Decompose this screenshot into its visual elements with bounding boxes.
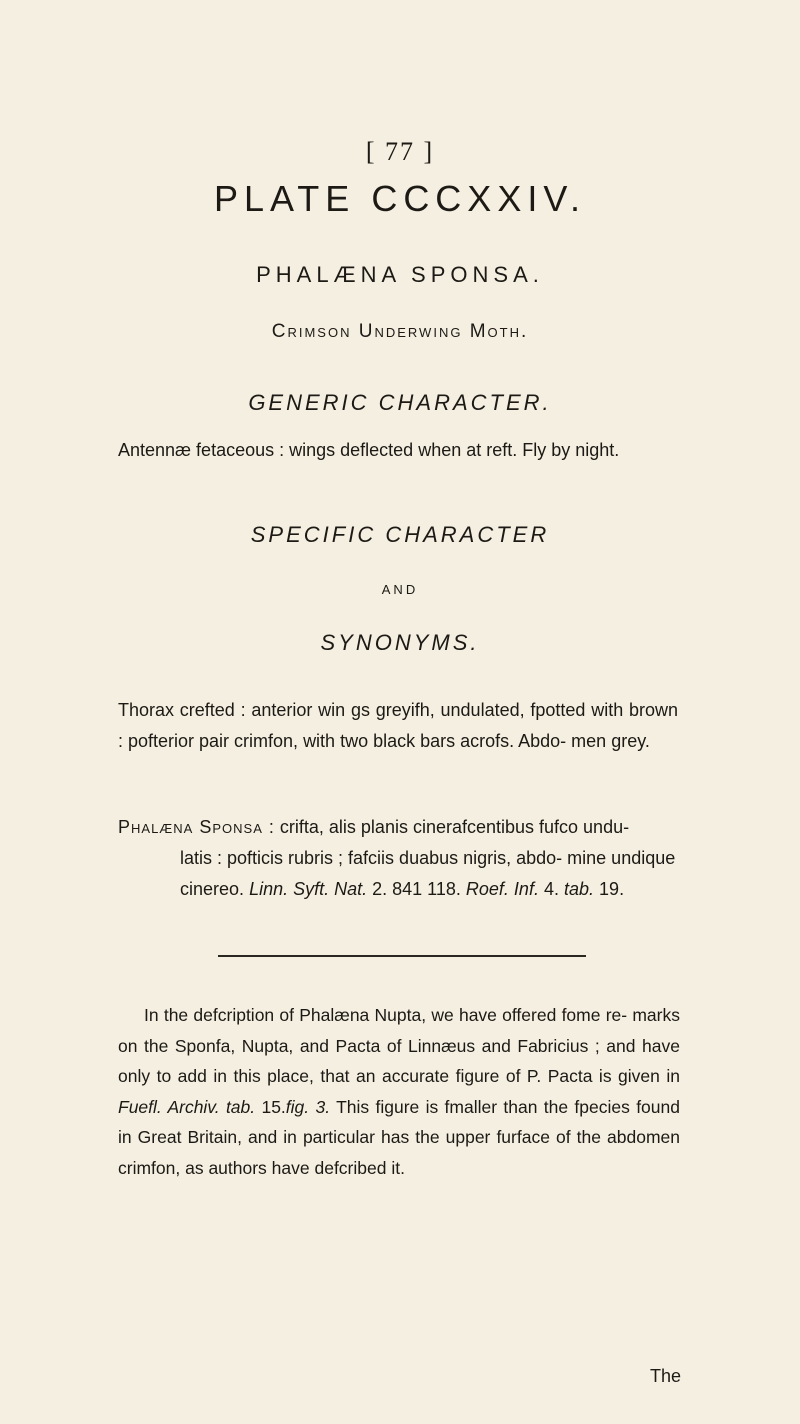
synonym-ref2-tabnum: 19. xyxy=(599,879,625,899)
synonym-line1: crifta, alis planis cinerafcentibus fufco undu- xyxy=(279,817,630,837)
generic-character-text: Antennæ fetaceous : wings deflected when at reft. Fly by night. xyxy=(118,440,620,460)
description-paragraph xyxy=(118,1000,680,1183)
page-number: [ 77 ] xyxy=(365,137,435,166)
common-name: Crimson Underwing Moth. xyxy=(271,321,529,342)
description-citation-fignum: 3. xyxy=(315,1096,331,1117)
synonym-ref2-tab: tab. xyxy=(564,879,595,899)
description-citation: Fuefl. Archiv. tab. xyxy=(118,1096,256,1117)
synonym-name: Phalæna Sponsa : xyxy=(118,817,275,837)
synonym-ref1: Linn. Syft. Nat. xyxy=(249,879,368,899)
specific-character-heading: SPECIFIC CHARACTER xyxy=(250,522,550,547)
description-citation-fig: fig. xyxy=(285,1096,310,1117)
plate-title: PLATE CCCXXIV. xyxy=(213,178,587,219)
synonyms-heading: SYNONYMS. xyxy=(320,630,480,655)
synonym-ref1-num: 2. 841 118. xyxy=(372,879,461,899)
generic-character-heading: GENERIC CHARACTER. xyxy=(248,390,552,415)
description-part1: In the defcription of Phalæna Nupta, we have offered fome re- marks on the Sponfa, Nupta, and Pacta of Linnæus and Fabricius ; and have only to add in this place, that an accurate figure of P. Pacta is given in xyxy=(118,1005,680,1086)
section-divider xyxy=(218,955,586,957)
synonym-ref2: Roef. Inf. xyxy=(465,879,539,899)
description-part2: This figure is fmaller than the fpecies found in Great Britain, and in particular has the upper furface of the abdomen crimfon, as authors have defcribed it. xyxy=(118,1096,680,1178)
species-name: PHALÆNA SPONSA. xyxy=(256,262,544,287)
and-label: AND xyxy=(381,582,419,597)
synonym-body xyxy=(118,843,678,905)
synonym-first-line xyxy=(118,812,678,843)
specific-character-text: Thorax crefted : anterior win gs greyifh, undulated, fpotted with brown : pofterior pair crimfon, with two black bars acrofs. Abdo- men grey. xyxy=(118,700,678,751)
catchword: The xyxy=(650,1366,682,1386)
synonym-ref2-num: 4. xyxy=(543,879,559,899)
synonym-body-text: latis : pofticis rubris ; fafciis duabus nigris, abdo- mine undique cinereo. xyxy=(180,848,676,899)
synonym-entry xyxy=(118,812,678,905)
description-citation-num: 15. xyxy=(261,1096,286,1117)
